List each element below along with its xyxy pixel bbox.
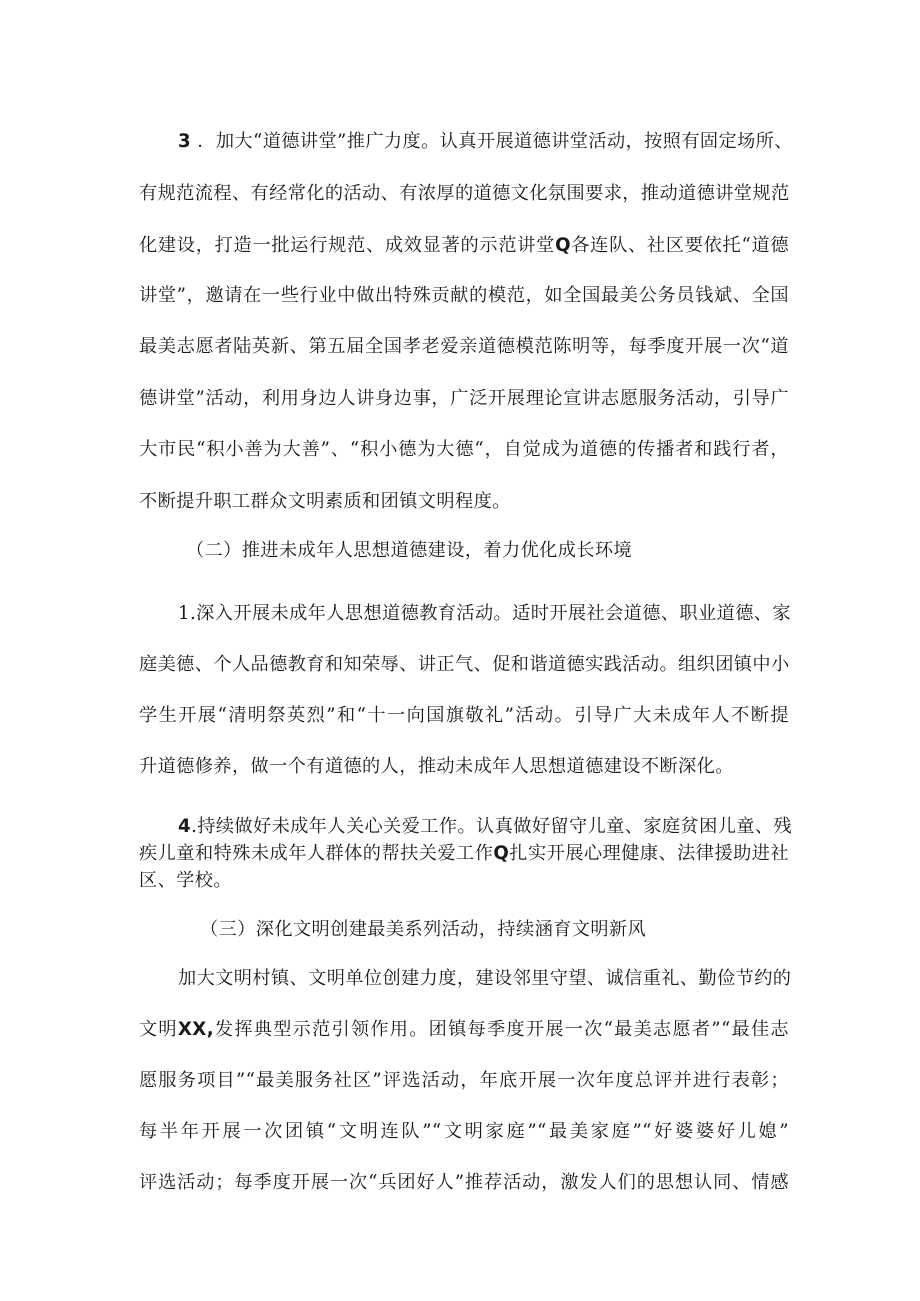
paragraph-4-line-1	[178, 816, 793, 838]
text-segment: 疾儿童和特殊未成年人群体的帮扶关爱工作	[139, 843, 494, 864]
paragraph-3-line-8: 不断提升职工群众文明素质和团镇文明程度。	[139, 491, 511, 512]
item-number-3: 3	[178, 131, 192, 152]
text-segment: 各连队、社区要依托“道德	[570, 235, 789, 256]
paragraph-4-line-3: 区、学校。	[139, 870, 232, 891]
item-number-4: 4	[178, 816, 192, 837]
section-heading-3: （三）深化文明创建最美系列活动，持续涵育文明新风	[200, 919, 647, 940]
paragraph-3-line-5: 最美志愿者陆英新、第五届全国孝老爱亲道德模范陈明等，每季度开展一次“道	[139, 336, 789, 357]
paragraph-3-line-1-text: ．加大“道德讲堂”推广力度。认真开展道德讲堂活动，按照有固定场所、	[191, 131, 793, 152]
paragraph-1-line-2: 庭美德、个人品德教育和知荣辱、讲正气、促和谐道德实践活动。组织团镇中小	[139, 654, 790, 675]
paragraph-3-line-7: 大市民“积小善为大善”、“积小德为大德“，自觉成为道德的传播者和践行者，	[139, 439, 789, 460]
stray-q-glyph: Q	[555, 235, 571, 256]
paragraph-3-line-6: 德讲堂”活动，利用身边人讲身边事，广泛开展理论宣讲志愿服务活动，引导广	[139, 388, 789, 409]
placeholder-xx: XX,	[177, 1019, 215, 1040]
paragraph-final-line-3: 愿服务项目”“最美服务社区”评选活动，年底开展一次年度总评并进行表彰；	[139, 1070, 789, 1091]
stray-q-glyph: Q	[493, 843, 510, 864]
text-segment: 发挥典型示范引领作用。团镇每季度开展一次“最美志愿者”“最佳志	[214, 1019, 789, 1040]
paragraph-final-line-2	[139, 1019, 789, 1041]
text-segment: 文明	[139, 1019, 178, 1040]
section-heading-2: （二）推进未成年人思想道德建设，着力优化成长环境	[186, 540, 633, 561]
paragraph-3-line-2: 有规范流程、有经常化的活动、有浓厚的道德文化氛围要求，推动道德讲堂规范	[139, 183, 790, 204]
paragraph-3-line-3	[139, 235, 789, 257]
paragraph-4-line-2	[139, 843, 789, 865]
paragraph-3-line-4: 讲堂”，邀请在一些行业中做出特殊贡献的模范，如全国最美公务员钱斌、全国	[139, 285, 789, 306]
paragraph-1-line-3: 学生开展“清明祭英烈”和“十一向国旗敬礼”活动。引导广大未成年人不断提	[139, 705, 789, 726]
text-segment: .持续做好未成年人关心关爱工作。认真做好留守儿童、家庭贫困儿童、残	[191, 816, 793, 837]
paragraph-1-line-1: 1.深入开展未成年人思想道德教育活动。适时开展社会道德、职业道德、家	[178, 603, 791, 624]
paragraph-final-line-1: 加大文明村镇、文明单位创建力度，建设邻里守望、诚信重礼、勤俭节约的	[178, 968, 792, 989]
text-segment: 化建设，打造一批运行规范、成效显著的示范讲堂	[139, 235, 556, 256]
paragraph-1-line-4: 升道德修养，做一个有道德的人，推动未成年人思想道德建设不断深化。	[139, 756, 734, 777]
paragraph-3-line-1	[178, 131, 793, 153]
text-segment: 扎实开展心理健康、法律援助进社	[509, 843, 789, 864]
paragraph-final-line-5: 评选活动；每季度开展一次“兵团好人”推荐活动，激发人们的思想认同、情感	[139, 1172, 789, 1193]
paragraph-final-line-4: 每半年开展一次团镇“文明连队”“文明家庭”“最美家庭”“好婆婆好儿媳”	[139, 1121, 789, 1142]
